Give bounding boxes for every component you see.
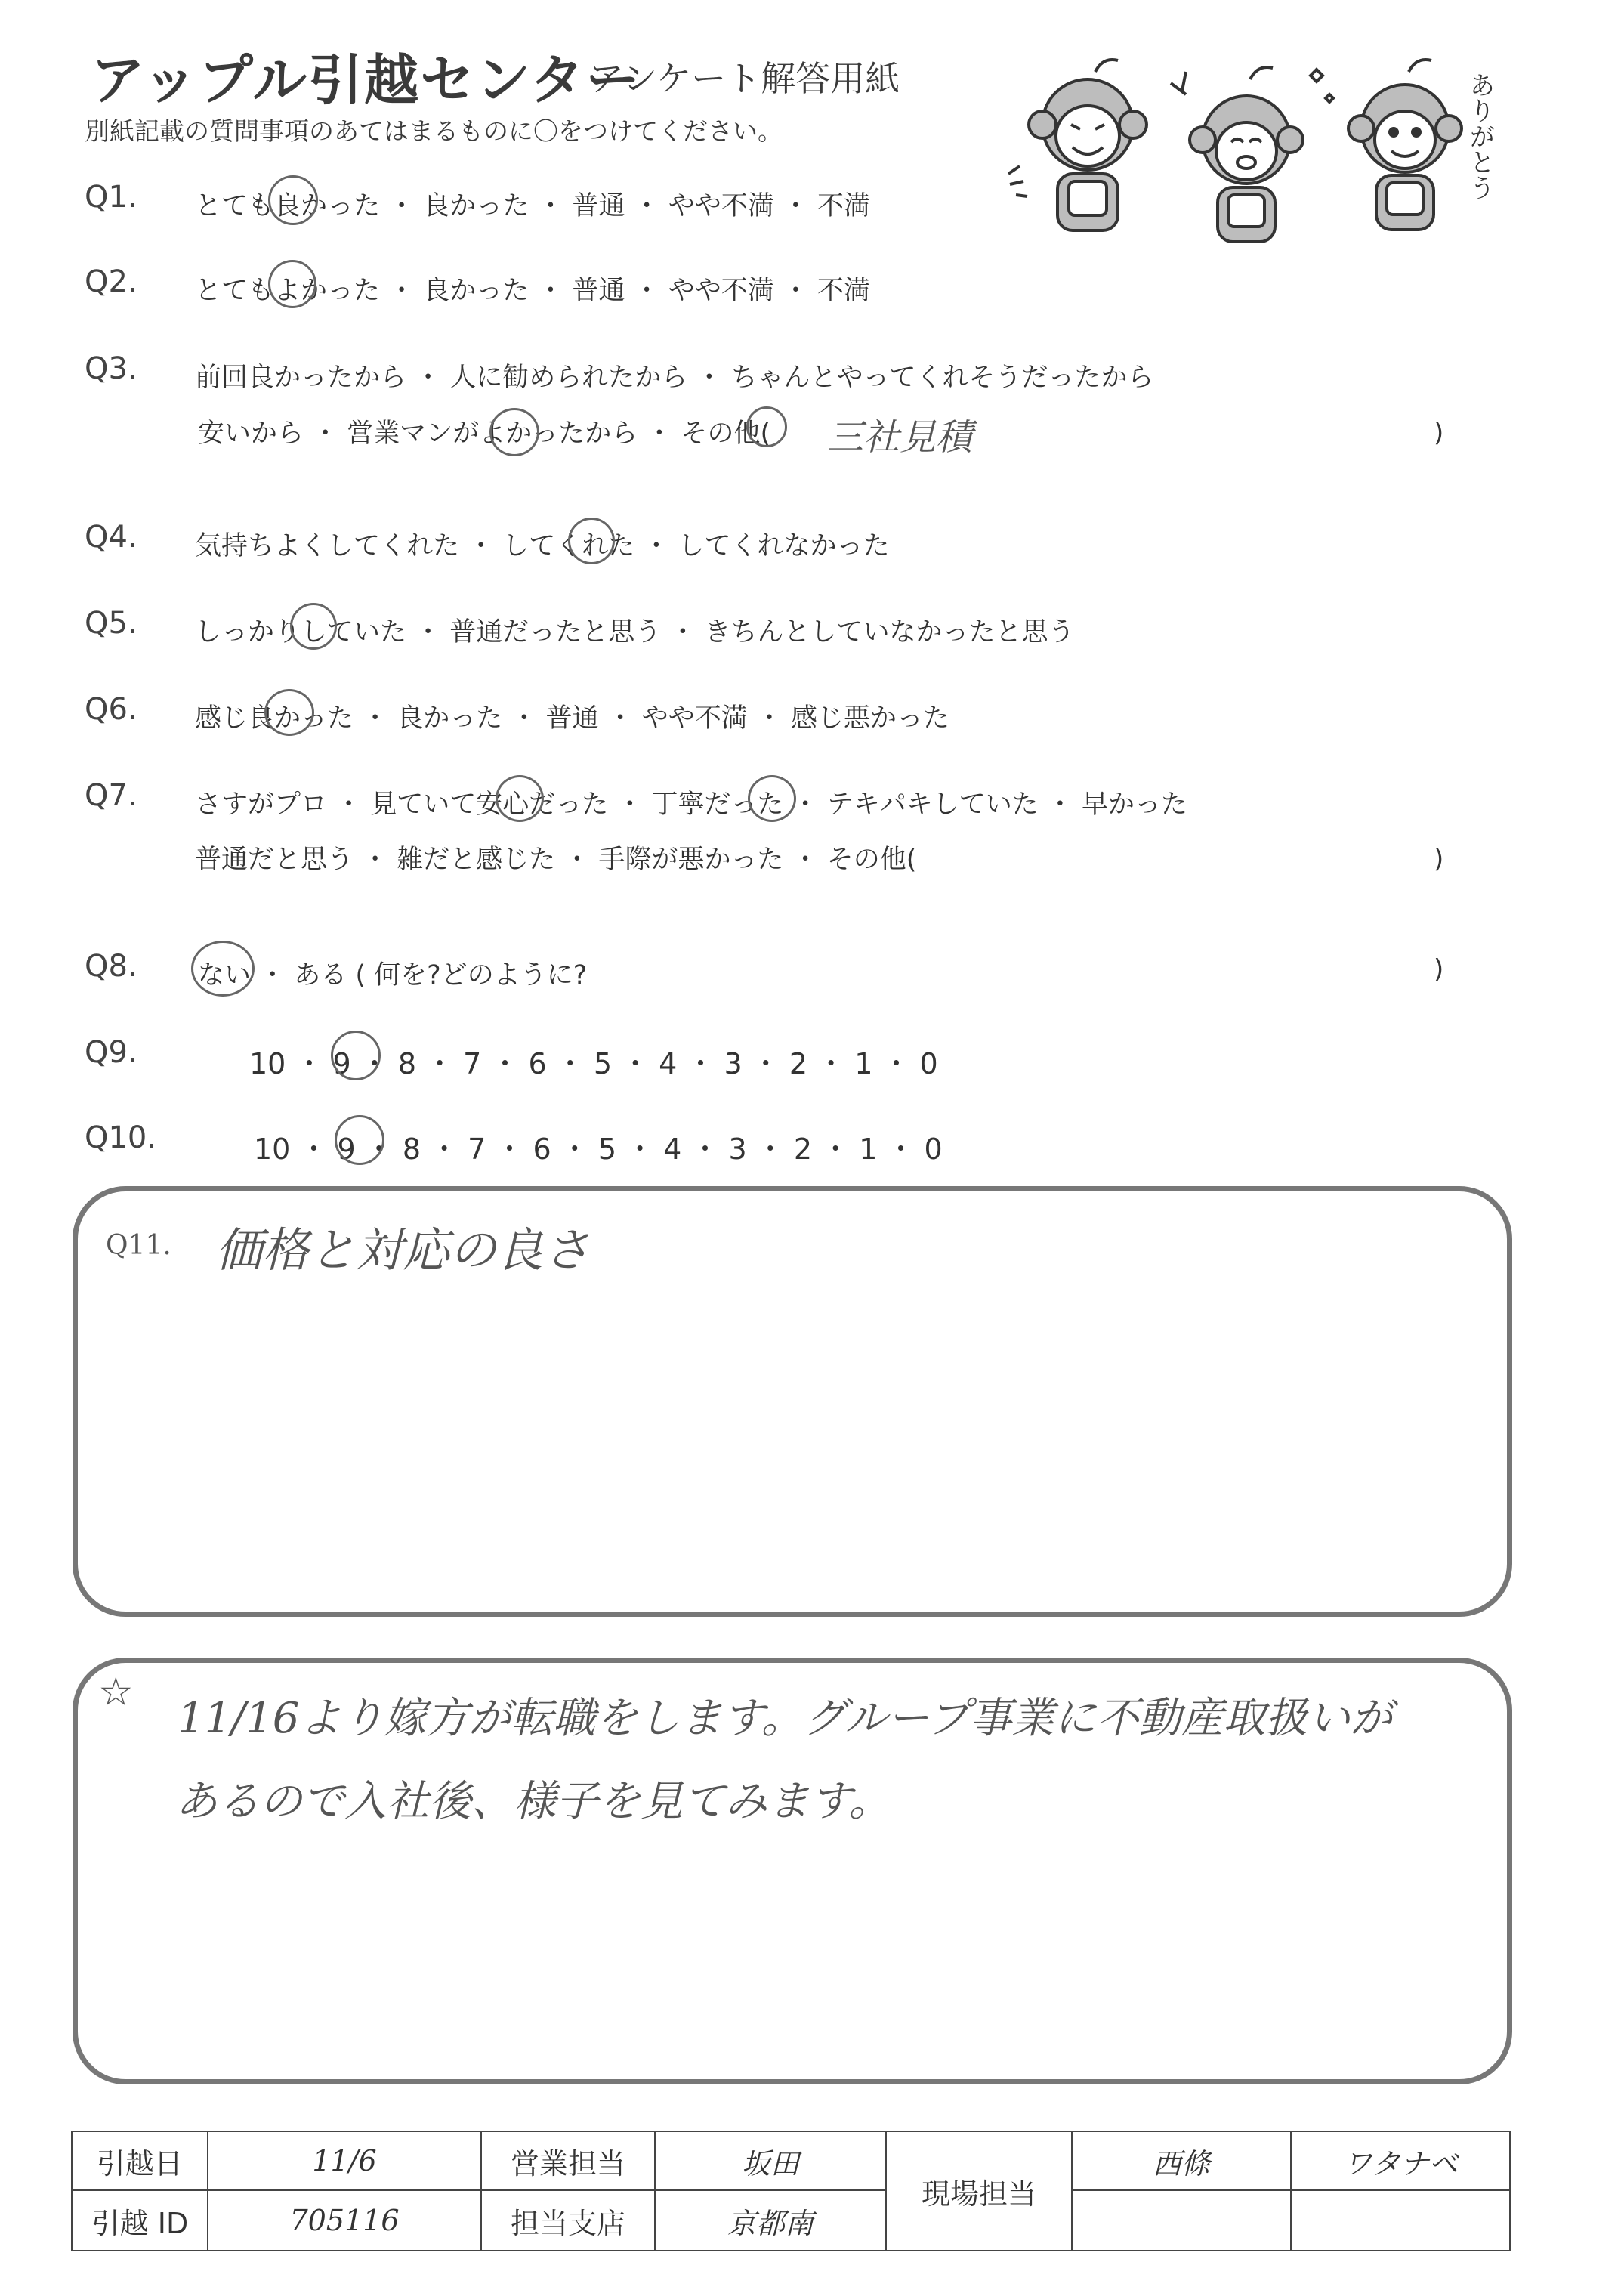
q3-answer-circle-2 [746, 406, 787, 447]
site-staff-label: 現場担当 [886, 2131, 1072, 2251]
q4-options[interactable]: 気持ちよくしてくれた ・ してくれた ・ してくれなかった [195, 531, 890, 561]
sales-rep-value: 坂田 [655, 2131, 886, 2190]
monkey-1-icon [1008, 60, 1147, 230]
star-icon: ☆ [98, 1670, 134, 1715]
q2-label: Q2. [85, 264, 137, 299]
q8-label: Q8. [85, 949, 137, 984]
instruction-text: 別紙記載の質問事項のあてはまるものに〇をつけてください。 [85, 116, 783, 146]
q10-scale[interactable]: 10 ・ 9 ・ 8 ・ 7 ・ 6 ・ 5 ・ 4 ・ 3 ・ 2 ・ 1 ・ 0 [254, 1133, 943, 1166]
site-staff-value-1: 西條 [1072, 2131, 1291, 2190]
branch-value: 京都南 [655, 2190, 886, 2251]
move-id-value: 705116 [208, 2190, 481, 2251]
q3-answer-circle-1 [489, 408, 539, 456]
q9-scale[interactable]: 10 ・ 9 ・ 8 ・ 7 ・ 6 ・ 5 ・ 4 ・ 3 ・ 2 ・ 1 ・ 0 [249, 1047, 938, 1080]
q1-answer-circle [268, 175, 318, 225]
sales-rep-label: 営業担当 [481, 2131, 655, 2190]
q2-answer-circle [268, 260, 316, 308]
monkey-mascots-illustration [1005, 53, 1496, 257]
q3-label: Q3. [85, 351, 137, 386]
monkey-2-icon [1171, 67, 1303, 242]
q6-label: Q6. [85, 692, 137, 727]
q5-label: Q5. [85, 606, 137, 641]
q7-options-line1[interactable]: さすがプロ ・ 見ていて安心だった ・ 丁寧だった ・ テキパキしていた ・ 早かった [195, 790, 1188, 820]
q8-paren-close: ) [1434, 954, 1444, 984]
q7-answer-circle-1 [496, 775, 544, 822]
comment-line-2: あるので入社後、様子を見てみます。 [175, 1777, 891, 1826]
q3-paren-close: ) [1434, 418, 1444, 448]
move-info-table [71, 2131, 1511, 2251]
q7-paren-close: ) [1434, 844, 1444, 874]
q4-label: Q4. [85, 520, 137, 555]
q3-other-handwritten: 三社見積 [827, 416, 973, 459]
q8-answer-circle [191, 941, 255, 997]
q4-answer-circle [568, 518, 615, 564]
q9-answer-circle [331, 1031, 381, 1080]
q11-handwritten-answer: 価格と対応の良さ [215, 1222, 591, 1278]
move-date-value: 11/6 [208, 2131, 481, 2190]
q7-label: Q7. [85, 778, 137, 813]
site-staff-empty-2 [1291, 2190, 1510, 2251]
q3-options-line1[interactable]: 前回良かったから ・ 人に勧められたから ・ ちゃんとやってくれそうだったから [195, 363, 1154, 393]
company-title: アップル引越センター [91, 48, 642, 112]
q7-answer-circle-2 [748, 775, 796, 822]
q5-options[interactable]: しっかりしていた ・ 普通だったと思う ・ きちんとしていなかったと思う [195, 617, 1075, 647]
q5-answer-circle [290, 603, 337, 650]
q6-options[interactable]: 感じ良かった ・ 良かった ・ 普通 ・ やや不満 ・ 感じ悪かった [195, 703, 950, 734]
q7-options-line2[interactable]: 普通だと思う ・ 雑だと感じた ・ 手際が悪かった ・ その他( [195, 845, 917, 875]
site-staff-empty-1 [1072, 2190, 1291, 2251]
q6-answer-circle [264, 689, 314, 736]
q9-label: Q9. [85, 1035, 137, 1070]
q10-answer-circle [335, 1115, 384, 1165]
comment-line-1: 11/16より嫁方が転職をします。グループ事業に不動産取扱いが [178, 1694, 1393, 1743]
form-subtitle: アンケート解答用紙 [589, 58, 900, 99]
site-staff-value-2: ワタナベ [1291, 2131, 1510, 2190]
q1-options[interactable]: とても良かった ・ 良かった ・ 普通 ・ やや不満 ・ 不満 [195, 191, 871, 221]
q8-options[interactable]: ない ・ ある ( 何を?どのように? [198, 960, 588, 990]
move-date-label: 引越日 [72, 2131, 208, 2190]
monkey-3-icon [1311, 60, 1462, 230]
move-id-label: 引越 ID [72, 2190, 208, 2251]
branch-label: 担当支店 [481, 2190, 655, 2251]
q11-label: Q11. [106, 1230, 171, 1261]
mascot-thanks-text: ありがとう [1465, 72, 1495, 200]
q2-options[interactable]: とてもよかった ・ 良かった ・ 普通 ・ やや不満 ・ 不満 [195, 276, 871, 306]
q1-label: Q1. [85, 180, 137, 215]
q3-options-line2[interactable]: 安いから ・ 営業マンがよかったから ・ その他( [198, 419, 771, 449]
q10-label: Q10. [85, 1120, 157, 1155]
